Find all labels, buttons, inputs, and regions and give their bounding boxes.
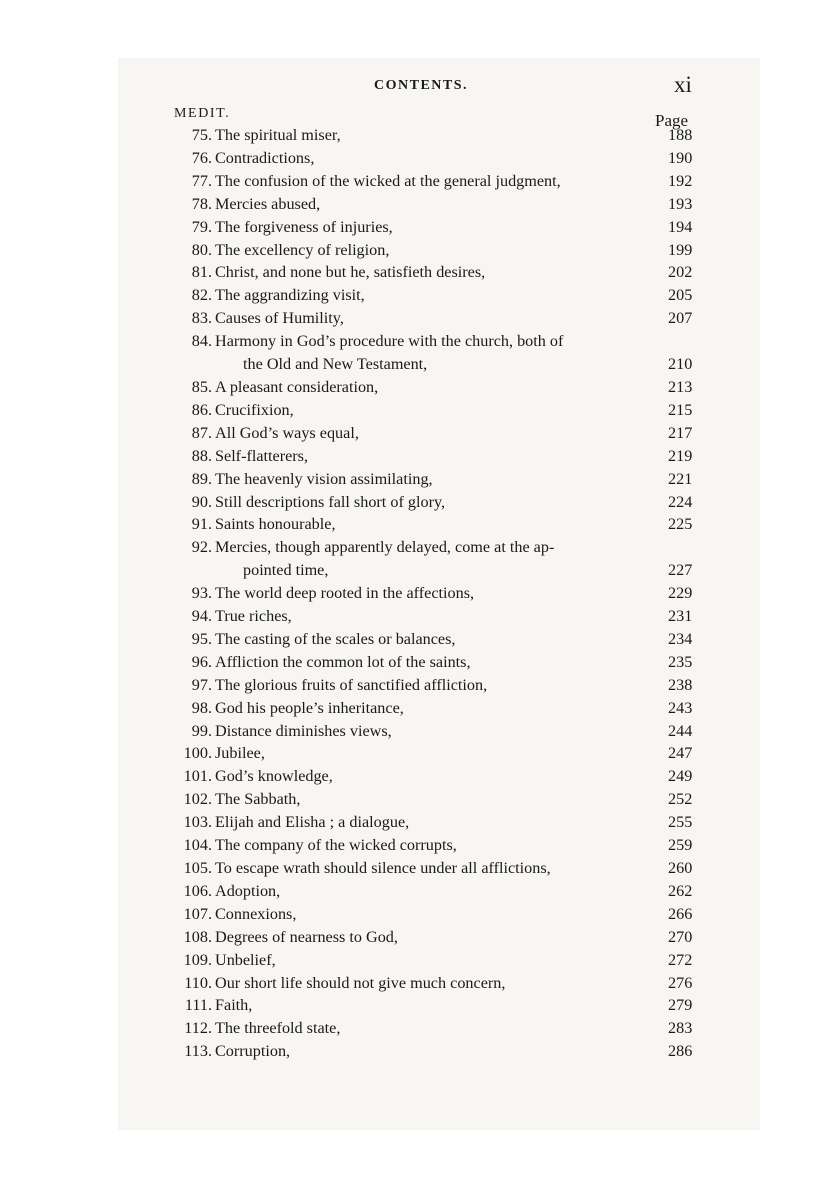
contents-entry [0, 538, 840, 561]
contents-entry [0, 470, 840, 493]
entry-title: Elijah and Elisha ; a dialogue, [215, 813, 410, 832]
entry-page-number: 259 [668, 836, 693, 855]
contents-entry [0, 332, 840, 355]
contents-entry [0, 424, 840, 447]
entry-title: Contradictions, [215, 148, 315, 167]
entry-number: 93. [191, 584, 212, 603]
entry-title-continued: the Old and New Testament, [243, 355, 428, 374]
entry-title: Corruption, [215, 1042, 291, 1061]
entry-title: Our short life should not give much concern, [215, 973, 506, 992]
entry-title: God’s knowledge, [215, 767, 333, 786]
entry-page-number: 272 [668, 950, 693, 969]
contents-entry [0, 630, 840, 653]
entry-number: 104. [183, 836, 212, 855]
entry-number: 81. [191, 263, 212, 282]
entry-page-number: 190 [668, 148, 693, 167]
entry-title: Self-flatterers, [215, 446, 309, 465]
entry-number: 108. [183, 927, 212, 946]
entry-title: God his people’s inheritance, [215, 698, 404, 717]
entry-number: 103. [183, 813, 212, 832]
entry-title: Jubilee, [215, 744, 265, 763]
entry-title: Saints honourable, [215, 515, 336, 534]
entry-page-number: 286 [668, 1042, 693, 1061]
entry-page-number: 194 [668, 217, 693, 236]
contents-entry [0, 676, 840, 699]
entry-title: The glorious fruits of sanctified affliction, [215, 675, 488, 694]
entry-title: Connexions, [215, 904, 297, 923]
entry-title: Christ, and none but he, satisfieth desires, [215, 263, 486, 282]
entry-title: Adoption, [215, 881, 281, 900]
entry-title: Causes of Humility, [215, 309, 344, 328]
contents-entry [0, 172, 840, 195]
entry-title: The company of the wicked corrupts, [215, 836, 457, 855]
meditation-column-label: MEDIT. [174, 106, 231, 121]
entry-title: Distance diminishes views, [215, 721, 392, 740]
contents-entry-continuation [0, 355, 840, 378]
running-title: CONTENTS. [374, 78, 469, 93]
entry-title: Mercies, though apparently delayed, come at the ap- [215, 538, 555, 557]
entry-page-number: 224 [668, 492, 693, 511]
entry-number: 101. [183, 767, 212, 786]
contents-entry [0, 263, 840, 286]
entry-page-number: 231 [668, 607, 693, 626]
entry-number: 111. [184, 996, 212, 1015]
entry-title: The aggrandizing visit, [215, 286, 365, 305]
entry-number: 83. [191, 309, 212, 328]
entry-number: 99. [191, 721, 212, 740]
page-column-label: Page [655, 111, 689, 130]
entry-number: 92. [191, 538, 212, 557]
entry-title: The heavenly vision assimilating, [215, 469, 433, 488]
entry-page-number: 227 [668, 561, 693, 580]
entry-title: Still descriptions fall short of glory, [215, 492, 446, 511]
contents-entry [0, 653, 840, 676]
contents-entry [0, 401, 840, 424]
contents-entry [0, 836, 840, 859]
entry-number: 76. [191, 148, 212, 167]
entry-number: 75. [191, 126, 212, 144]
contents-entry [0, 722, 840, 745]
contents-entry [0, 996, 840, 1019]
contents-entry [0, 699, 840, 722]
entry-title-continued: pointed time, [243, 561, 329, 580]
contents-entry [0, 790, 840, 813]
entry-page-number: 283 [668, 1019, 693, 1038]
entry-title: The casting of the scales or balances, [215, 629, 456, 648]
contents-entry [0, 309, 840, 332]
entry-page-number: 266 [668, 904, 693, 923]
entry-page-number: 192 [668, 171, 693, 190]
running-head [0, 74, 840, 98]
entry-page-number: 252 [668, 790, 693, 809]
entry-page-number: 221 [668, 469, 693, 488]
contents-entry [0, 286, 840, 309]
contents-entry [0, 218, 840, 241]
entry-page-number: 276 [668, 973, 693, 992]
page-folio: xi [674, 72, 692, 97]
entry-title: True riches, [215, 607, 292, 626]
entry-page-number: 234 [668, 629, 693, 648]
entry-number: 89. [191, 469, 212, 488]
contents-entry [0, 882, 840, 905]
entry-number: 88. [191, 446, 212, 465]
entry-page-number: 215 [668, 400, 693, 419]
contents-entry [0, 974, 840, 997]
contents-entry [0, 447, 840, 470]
contents-entry [0, 584, 840, 607]
entry-number: 78. [191, 194, 212, 213]
entry-number: 94. [191, 607, 212, 626]
entry-title: The world deep rooted in the affections, [215, 584, 475, 603]
entry-number: 107. [183, 904, 212, 923]
entry-page-number: 244 [668, 721, 693, 740]
entry-number: 109. [183, 950, 212, 969]
entry-number: 95. [191, 629, 212, 648]
entry-number: 112. [184, 1019, 212, 1038]
entry-number: 102. [183, 790, 212, 809]
entry-number: 85. [191, 377, 212, 396]
entry-title: Affliction the common lot of the saints, [215, 652, 471, 671]
entry-page-number: 235 [668, 652, 693, 671]
contents-entry [0, 515, 840, 538]
entry-title: The threefold state, [215, 1019, 341, 1038]
entry-page-number: 202 [668, 263, 693, 282]
entry-number: 100. [183, 744, 212, 763]
entry-title: The spiritual miser, [215, 126, 341, 144]
contents-entry [0, 928, 840, 951]
entry-number: 110. [184, 973, 212, 992]
entry-page-number: 270 [668, 927, 693, 946]
contents-entry [0, 859, 840, 882]
entry-page-number: 219 [668, 446, 693, 465]
entry-title: Degrees of nearness to God, [215, 927, 398, 946]
entry-number: 97. [191, 675, 212, 694]
entry-number: 98. [191, 698, 212, 717]
entry-number: 84. [191, 332, 212, 351]
entry-title: Crucifixion, [215, 400, 294, 419]
contents-entry [0, 149, 840, 172]
contents-entry [0, 241, 840, 264]
entry-number: 90. [191, 492, 212, 511]
entry-title: The confusion of the wicked at the general judgment, [215, 171, 561, 190]
entry-number: 96. [191, 652, 212, 671]
entry-number: 91. [191, 515, 212, 534]
entry-number: 87. [191, 423, 212, 442]
contents-entry [0, 744, 840, 767]
entry-title: The forgiveness of injuries, [215, 217, 393, 236]
entry-title: The Sabbath, [215, 790, 301, 809]
entry-title: The excellency of religion, [215, 240, 390, 259]
entry-page-number: 217 [668, 423, 693, 442]
entry-page-number: 229 [668, 584, 693, 603]
entry-title: Mercies abused, [215, 194, 321, 213]
contents-entry-continuation [0, 561, 840, 584]
contents-entry [0, 195, 840, 218]
contents-list [0, 126, 840, 1065]
contents-entry [0, 1019, 840, 1042]
entry-number: 80. [191, 240, 212, 259]
entry-page-number: 199 [668, 240, 693, 259]
contents-entry [0, 1042, 840, 1065]
contents-entry [0, 905, 840, 928]
entry-number: 105. [183, 859, 212, 877]
entry-number: 82. [191, 286, 212, 305]
entry-title: A pleasant consideration, [215, 377, 379, 396]
contents-entry [0, 951, 840, 974]
entry-page-number: 193 [668, 194, 693, 213]
entry-page-number: 247 [668, 744, 693, 763]
entry-title: Unbelief, [215, 950, 276, 969]
entry-page-number: 213 [668, 377, 693, 396]
entry-page-number: 210 [668, 355, 693, 374]
contents-entry [0, 607, 840, 630]
entry-page-number: 238 [668, 675, 693, 694]
entry-number: 113. [184, 1042, 212, 1061]
contents-entry [0, 767, 840, 790]
entry-title: Faith, [215, 996, 253, 1015]
contents-entry [0, 126, 840, 149]
entry-page-number: 243 [668, 698, 693, 717]
entry-title: To escape wrath should silence under all afflictions, [215, 859, 551, 877]
entry-page-number: 262 [668, 881, 693, 900]
entry-title: All God’s ways equal, [215, 423, 359, 442]
entry-page-number: 279 [668, 996, 693, 1015]
entry-number: 79. [191, 217, 212, 236]
entry-page-number: 205 [668, 286, 693, 305]
entry-number: 106. [183, 881, 212, 900]
contents-entry [0, 813, 840, 836]
entry-page-number: 188 [668, 126, 693, 144]
entry-page-number: 255 [668, 813, 693, 832]
entry-page-number: 207 [668, 309, 693, 328]
entry-number: 77. [191, 171, 212, 190]
entry-page-number: 225 [668, 515, 693, 534]
entry-title: Harmony in God’s procedure with the church, both of [215, 332, 564, 351]
entry-number: 86. [191, 400, 212, 419]
entry-page-number: 260 [668, 859, 693, 877]
contents-entry [0, 493, 840, 516]
contents-entry [0, 378, 840, 401]
entry-page-number: 249 [668, 767, 693, 786]
